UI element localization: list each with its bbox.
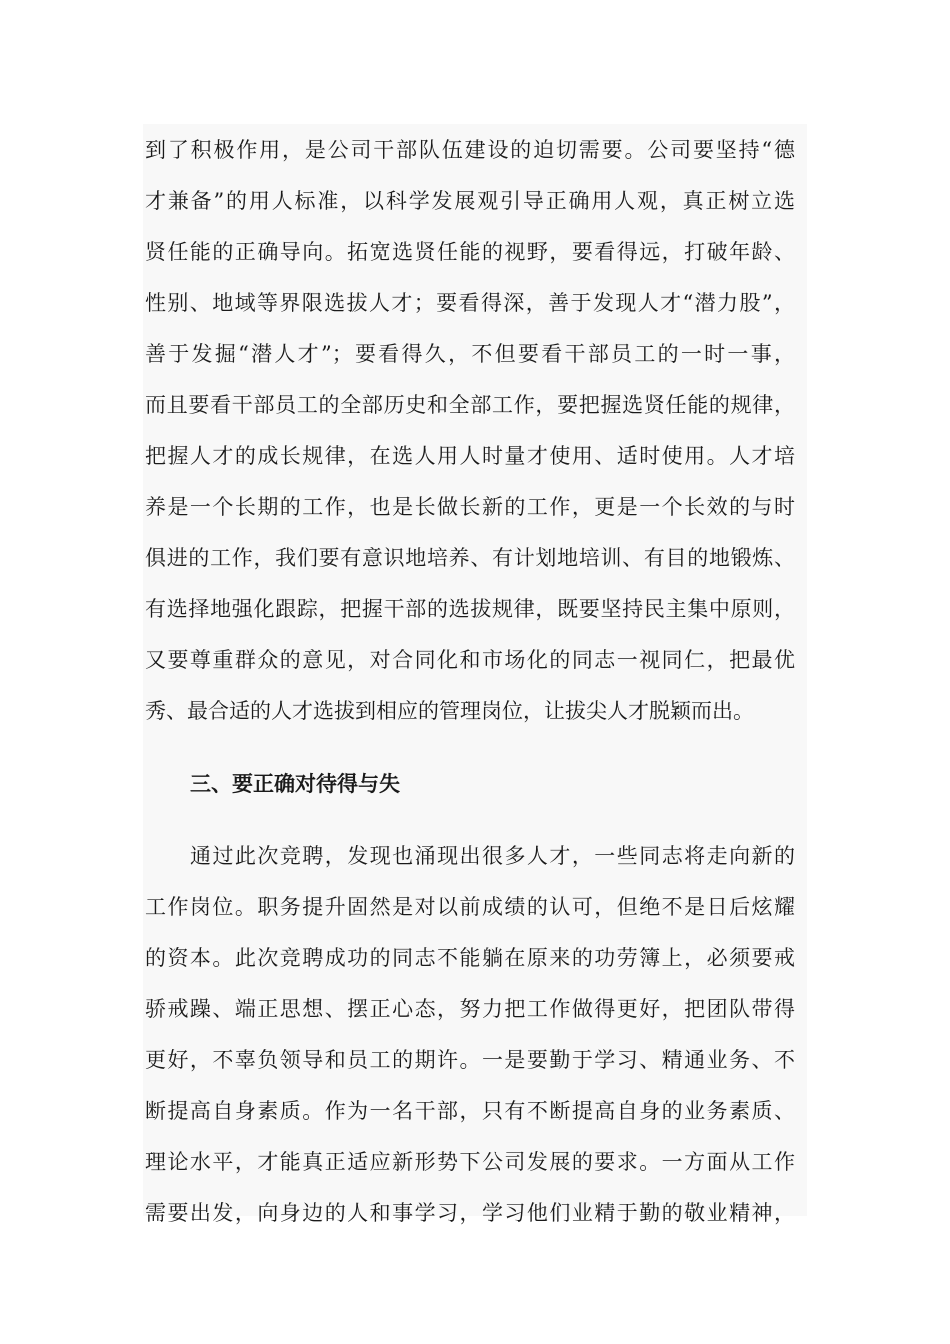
- section-heading: 三、要正确对待得与失: [190, 771, 400, 796]
- paragraph-2-line-4: 骄戒躁、端正思想、摆正心态，努力把工作做得更好，把团队带得: [145, 997, 795, 1021]
- paragraph-1-line-3: 贤任能的正确导向。拓宽选贤任能的视野，要看得远，打破年龄、: [145, 240, 795, 264]
- paragraph-2-line-6: 断提高自身素质。作为一名干部，只有不断提高自身的业务素质、: [145, 1099, 795, 1123]
- paragraph-1-line-12: 秀、最合适的人才选拔到相应的管理岗位，让拔尖人才脱颖而出。: [145, 699, 754, 723]
- paragraph-2-line-7: 理论水平，才能真正适应新形势下公司发展的要求。一方面从工作: [145, 1150, 795, 1174]
- paragraph-1-line-2: 才兼备”的用人标准，以科学发展观引导正确用人观，真正树立选: [145, 189, 795, 213]
- paragraph-1-line-5: 善于发掘“潜人才”；要看得久，不但要看干部员工的一时一事，: [145, 342, 795, 366]
- paragraph-2-line-8: 需要出发，向身边的人和事学习，学习他们业精于勤的敬业精神，: [145, 1201, 795, 1225]
- paragraph-1-line-9: 俱进的工作，我们要有意识地培养、有计划地培训、有目的地锻炼、: [145, 546, 795, 570]
- paragraph-1-line-6: 而且要看干部员工的全部历史和全部工作，要把握选贤任能的规律，: [145, 393, 795, 417]
- paragraph-1-line-4: 性别、地域等界限选拔人才；要看得深，善于发现人才“潜力股”，: [145, 291, 795, 315]
- paragraph-2-line-1: 通过此次竞聘，发现也涌现出很多人才，一些同志将走向新的: [190, 844, 795, 868]
- paragraph-1-line-7: 把握人才的成长规律，在选人用人时量才使用、适时使用。人才培: [145, 444, 795, 468]
- paragraph-1-line-8: 养是一个长期的工作，也是长做长新的工作，更是一个长效的与时: [145, 495, 795, 519]
- paragraph-1-line-1: 到了积极作用，是公司干部队伍建设的迫切需要。公司要坚持“德: [145, 138, 795, 162]
- paragraph-2-line-2: 工作岗位。职务提升固然是对以前成绩的认可，但绝不是日后炫耀: [145, 895, 795, 919]
- paragraph-2-line-3: 的资本。此次竞聘成功的同志不能躺在原来的功劳簿上，必须要戒: [145, 946, 795, 970]
- paragraph-2-line-5: 更好，不辜负领导和员工的期许。一是要勤于学习、精通业务、不: [145, 1048, 795, 1072]
- paragraph-1-line-11: 又要尊重群众的意见，对合同化和市场化的同志一视同仁，把最优: [145, 648, 795, 672]
- paragraph-1-line-10: 有选择地强化跟踪，把握干部的选拔规律，既要坚持民主集中原则，: [145, 597, 795, 621]
